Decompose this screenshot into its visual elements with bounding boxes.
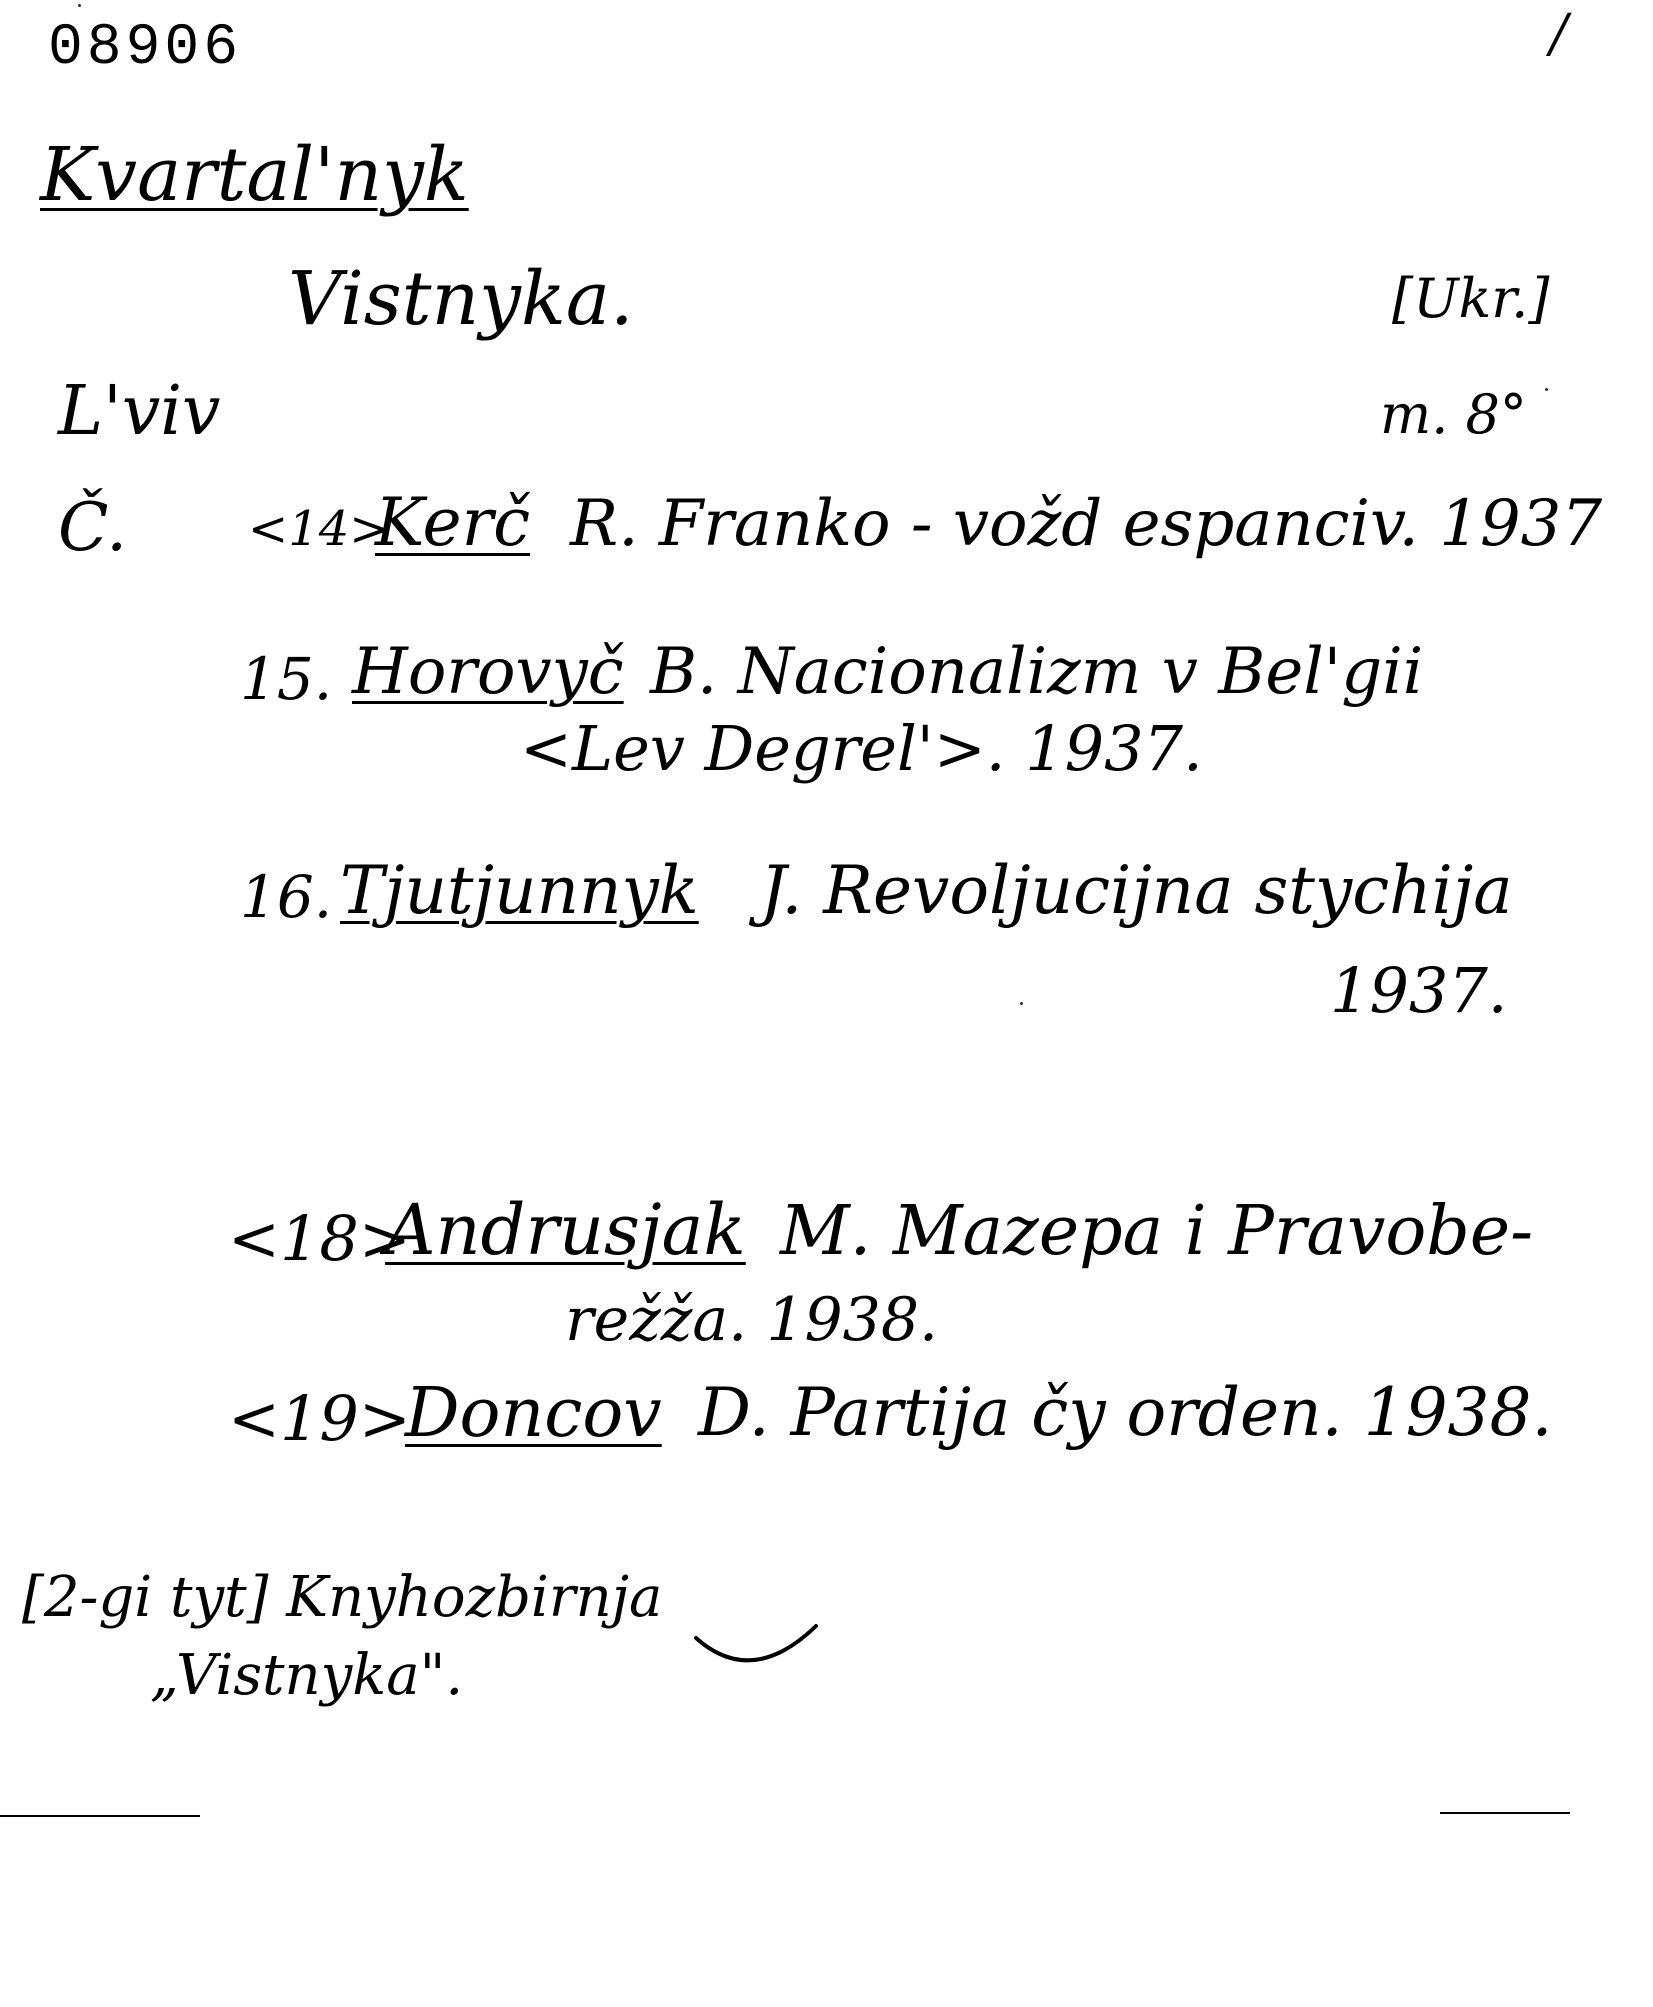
corner-mark: / — [1550, 4, 1568, 64]
entry-number: <18> — [228, 1202, 411, 1275]
second-title-note-continuation: „Vistnyka". — [150, 1643, 464, 1708]
entry-author: Tjutjunnyk — [340, 852, 699, 929]
place-of-publication: L'viv — [58, 372, 221, 451]
entry-number: <14> — [248, 501, 390, 557]
entry-continuation: 1937. — [1330, 954, 1508, 1027]
entry-title: R. Franko - vožd espanciv. 1937 — [570, 487, 1603, 561]
bottom-rule-right — [1440, 1812, 1570, 1814]
card-number: 08906 — [48, 16, 243, 81]
entry-continuation: režža. 1938. — [565, 1285, 939, 1355]
language-tag: [Ukr.] — [1392, 267, 1550, 330]
entry-title: D. Partija čy orden. 1938. — [698, 1374, 1553, 1451]
issue-prefix: Č. — [58, 489, 128, 566]
entry-author: Horovyč — [352, 635, 624, 709]
entry-title: J. Revoljucijna stychija — [760, 852, 1513, 929]
title-line-2: Vistnyka. — [288, 256, 634, 342]
entry-title: M. Mazepa i Pravobe- — [780, 1192, 1534, 1271]
second-title-note: [2-gi tyt] Knyhozbirnja — [22, 1565, 663, 1630]
speck — [1545, 388, 1548, 391]
brace-mark — [692, 1610, 822, 1700]
entry-number: <19> — [228, 1382, 411, 1455]
format-size: m. 8° — [1380, 383, 1527, 446]
speck — [1020, 1002, 1023, 1005]
entry-title: B. Nacionalizm v Bel'gii — [650, 635, 1424, 709]
entry-continuation: <Lev Degrel'>. 1937. — [520, 712, 1203, 785]
entry-number: 15. — [240, 645, 333, 713]
entry-number: 16. — [240, 863, 333, 931]
entry-author: Andrusjak — [385, 1189, 746, 1271]
speck — [78, 4, 81, 7]
entry-author: Kerč — [375, 484, 531, 561]
title-line-1: Kvartal'nyk — [40, 132, 469, 218]
entry-author: Doncov — [405, 1374, 662, 1453]
bottom-rule-left — [0, 1815, 200, 1817]
